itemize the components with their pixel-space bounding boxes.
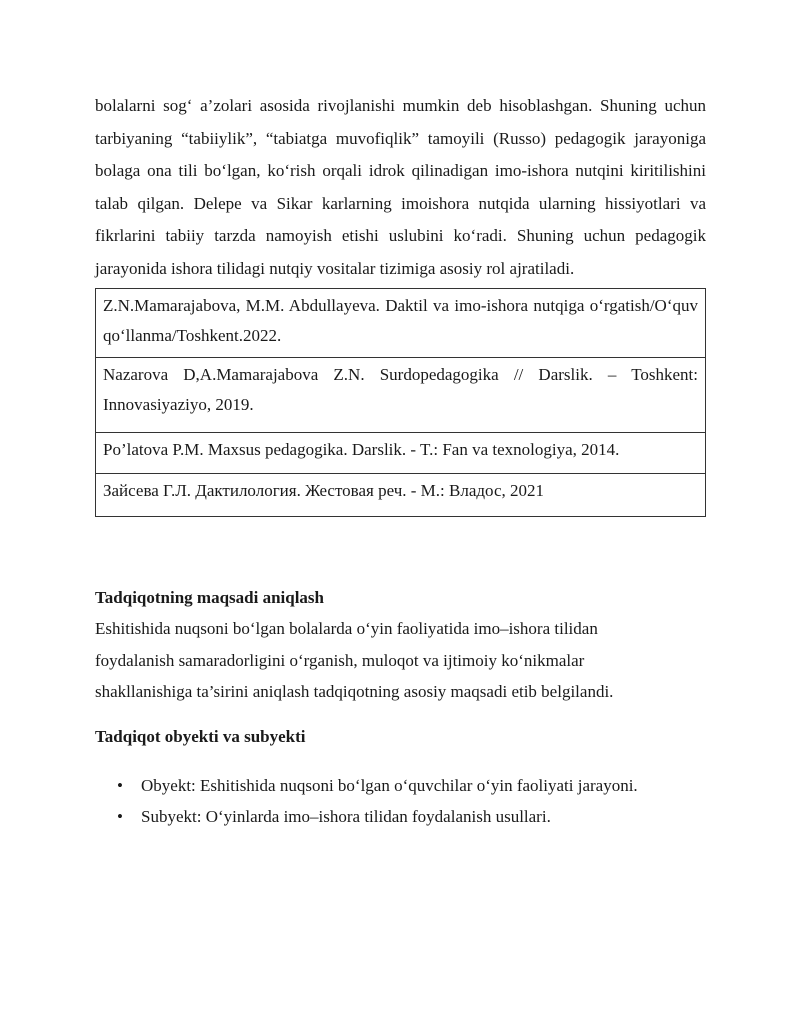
table-row xyxy=(96,358,706,433)
reference-cell: Z.N.Mamarajabova, M.M. Abdullayeva. Daktil va imo-ishora nutqiga o‘rgatish/O‘quv qo‘llanma/Toshkent.2022. xyxy=(96,289,706,358)
table-row xyxy=(96,289,706,358)
reference-cell: Зайсева Г.Л. Дактилология. Жестовая реч. - М.: Владос, 2021 xyxy=(96,474,706,517)
table-row xyxy=(96,474,706,517)
object-subject-heading: Tadqiqot obyekti va subyekti xyxy=(95,726,306,746)
reference-cell: Nazarova D,A.Mamarajabova Z.N. Surdopedagogika // Darslik. – Toshkent: Innovasiyaziyo, 2019. xyxy=(96,358,706,433)
object-subject-list xyxy=(95,770,706,832)
aim-line: shakllanishiga ta’sirini aniqlash tadqiqotning asosiy maqsadi etib belgilandi. xyxy=(95,682,614,701)
document-page xyxy=(95,90,706,832)
bullet-icon: • xyxy=(117,806,123,826)
intro-paragraph: bolalarni sog‘ a’zolari asosida rivojlanishi mumkin deb hisoblashgan. Shuning uchun tarbiyaning “tabiiylik”, “tabiatga muvofiqlik” tamoyili (Russo) pedagogik jarayoniga bolaga ona tili bo‘lgan, ko‘rish orqali idrok qilinadigan imo-ishora nutqini kiritilishini talab qilgan. Delepe va Sikar karlarning imoishora nutqida ularning hissiyotlari va fikrlarini tabiiy tarzda namoyish etishi uslubini ko‘radi. Shuning uchun pedagogik jarayonida ishora tilidagi nutqiy vositalar tizimiga asosiy rol ajratiladi. xyxy=(95,96,706,278)
list-item xyxy=(95,801,706,832)
aim-heading: Tadqiqotning maqsadi aniqlash xyxy=(95,588,324,607)
references-table xyxy=(95,288,706,517)
list-item-text: Obyekt: Eshitishida nuqsoni bo‘lgan o‘quvchilar o‘yin faoliyati jarayoni. xyxy=(141,775,638,795)
reference-cell: Po’latova P.M. Maxsus pedagogika. Darslik. - T.: Fan va texnologiya, 2014. xyxy=(96,433,706,474)
bullet-icon: • xyxy=(117,775,123,795)
table-row xyxy=(96,433,706,474)
list-item xyxy=(95,770,706,801)
aim-line: Eshitishida nuqsoni bo‘lgan bolalarda o‘yin faoliyatida imo–ishora tilidan xyxy=(95,619,598,638)
aim-line: foydalanish samaradorligini o‘rganish, muloqot va ijtimoiy ko‘nikmalar xyxy=(95,650,585,670)
list-item-text: Subyekt: O‘yinlarda imo–ishora tilidan foydalanish usullari. xyxy=(141,806,551,826)
